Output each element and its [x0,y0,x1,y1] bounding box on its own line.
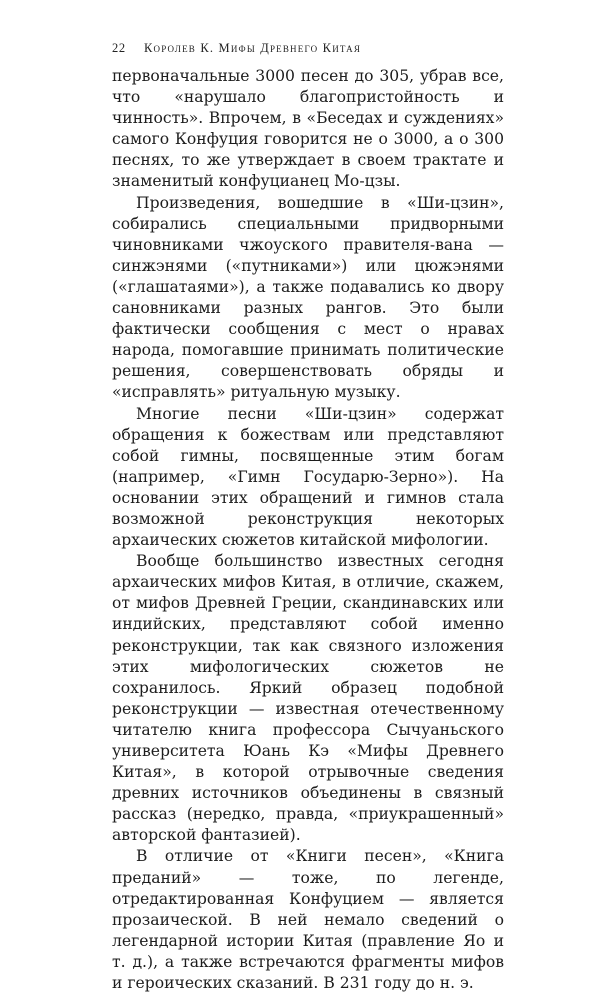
running-head [112,41,361,56]
paragraph-2: Произведения, вошедшие в «Ши-цзин», собирались специальными придворными чиновниками чжоуского правителя-вана — синжэнями («путниками») или цюжэнями («глашатаями»), а также подавались ко двору сановниками разных рангов. Это были фактически сообщения с мест о нравах народа, помогавшие принимать политические решения, совершенствовать обряды и «исправлять» ритуальную музыку. [112,193,504,402]
paragraph-5: В отличие от «Книги песен», «Книга преданий» — тоже, по легенде, отредактированная Конфуцием — является прозаической. В ней немало сведений о легендарной истории Китая (правление Яо и т. д.), а также встречаются фрагменты мифов и героических сказаний. В 231 году до н. э. [112,847,504,993]
body-text [112,66,504,994]
paragraph-1: первоначальные 3000 песен до 305, убрав все, что «нарушало благопристойность и чинность». Впрочем, в «Беседах и суждениях» самого Конфуция говорится не о 3000, а о 300 песнях, то же утверждает в своем трактате и знаменитый конфуцианец Мо-цзы. [112,67,504,191]
paragraph-3: Многие песни «Ши-цзин» содержат обращения к божествам или представляют собой гимны, посвященные этим богам (например, «Гимн Государю-Зерно»). На основании этих обращений и гимнов стала возможной реконструкция некоторых архаических сюжетов китайской мифологии. [112,404,504,550]
paragraph-4: Вообще большинство известных сегодня архаических мифов Китая, в отличие, скажем, от мифов Древней Греции, скандинавских или индийских, представляют собой именно реконструкции, так как связного изложения этих мифологических сюжетов не сохранилось. Яркий образец подобной реконструкции — известная отечественному читателю книга профессора Сычуаньского университета Юань Кэ «Мифы Древнего Китая», в которой отрывочные сведения древних источников объединены в связный рассказ (нередко, правда, «приукрашенный» авторской фантазией). [112,552,504,845]
running-title: Королев К. Мифы Древнего Китая [144,41,362,55]
page-number: 22 [112,41,126,55]
